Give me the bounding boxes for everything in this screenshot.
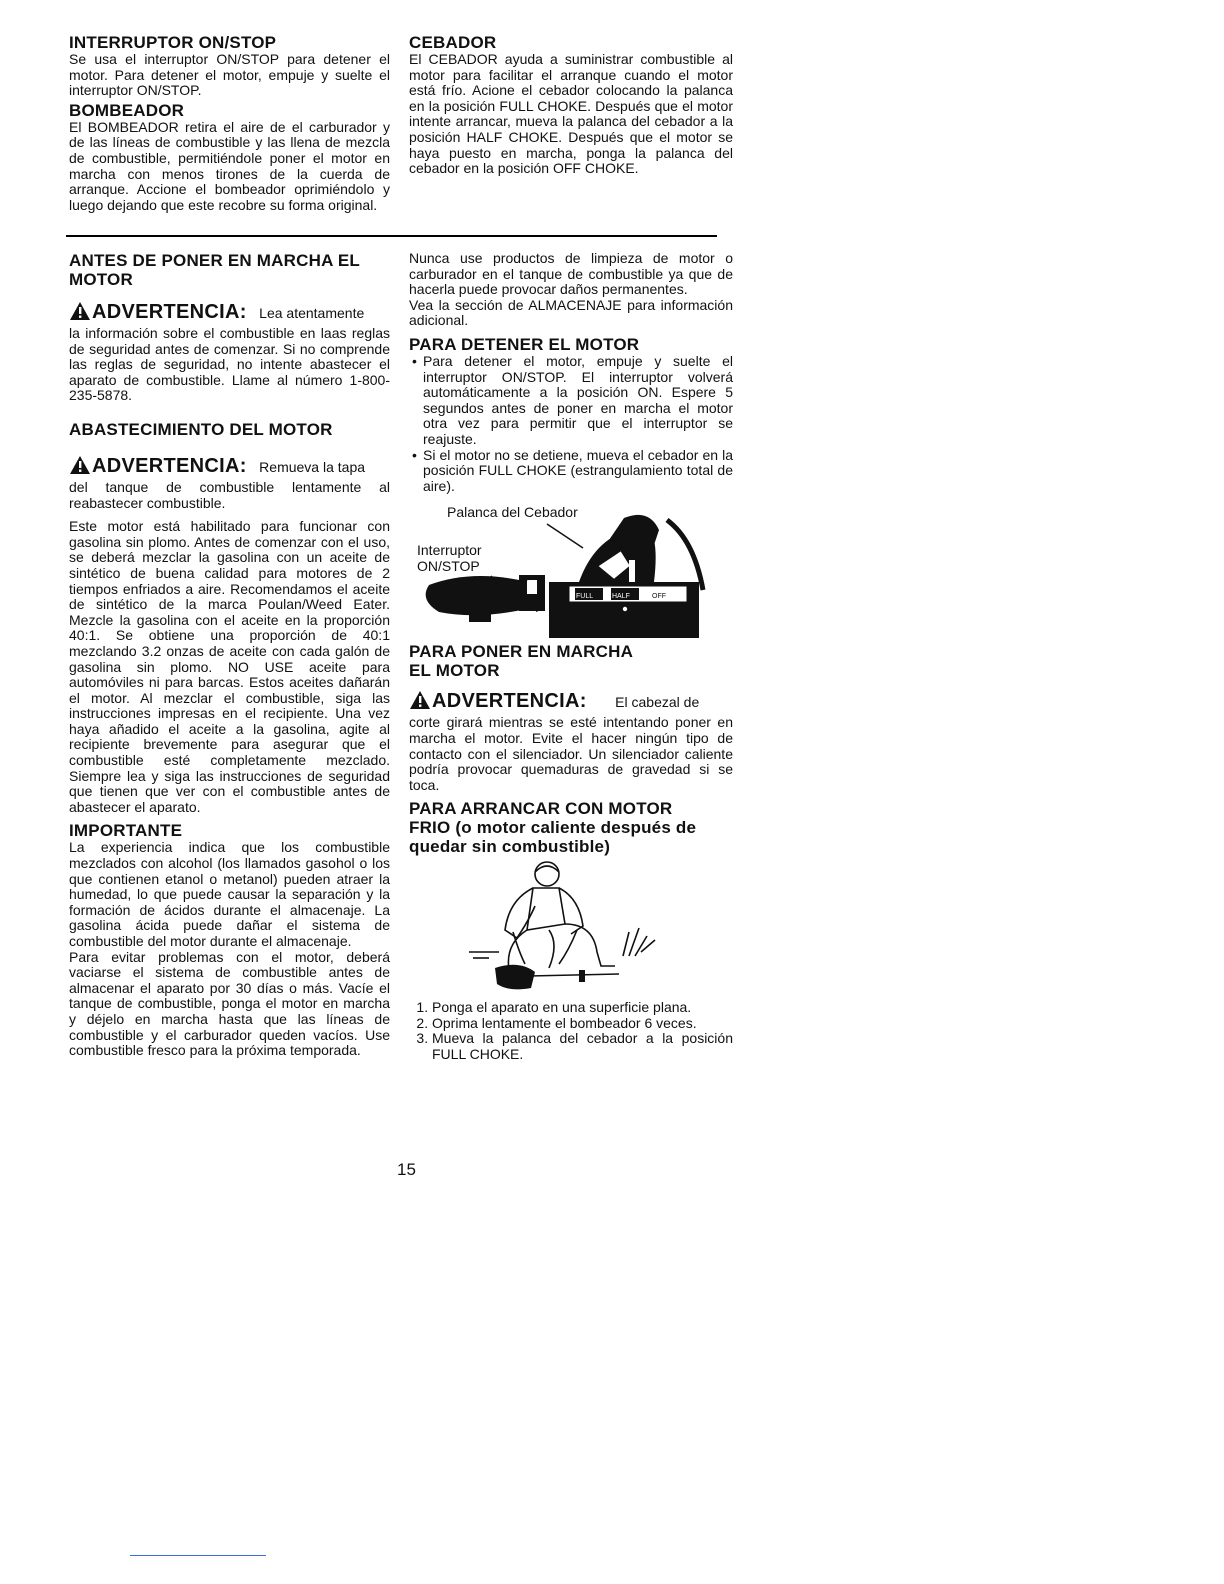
choke-full-label: FULL [576,593,594,601]
list-item: • Si el motor no se detiene, mueva el cebador en la posición FULL CHOKE (estrangulamiento total de aire). [423,448,733,495]
importante-heading: IMPORTANTE [69,821,183,841]
warning-triangle-icon [69,301,91,326]
starting-position-figure [409,860,733,998]
right-column [409,251,733,1063]
fuel-mix-text: Este motor está habilitado para funcionar con gasolina sin plomo. Antes de comenzar con el uso, se deberá mezclar la gasolina con un aceite de sintético de buena calidad para motores de 2 tiempos enfriados a aire. Recomendamos el aceite de sintético de la marca Poulan/Weed Eater. Mezcle la gasolina con el aceite en la proporción 40:1. Se obtiene una proporción de 40:1 mezclando 3.2 onzas de aceite con cada galón de gasolina sin plomo. NO USE aceite para automóviles ni para barcas. Estos aceites dañarán el motor. Al mezclar el combustible, siga las instrucciones impresas en el recipiente. Una vez haya añadido el aceite a la gasolina, agite al recipiente brevemente para asegurar que el combustible esté completamente mezclado. Siempre lea y siga las instrucciones de seguridad que tienen que ver con el combustible antes de abastecer el aparato. [69,518,390,815]
warning-1 [69,301,390,404]
footer-rule [130,1555,266,1556]
section-divider [66,235,717,237]
left-column [69,251,390,1059]
warning-1-text: la información sobre el combustible en laas reglas de seguridad antes de comenzar. Si no comprende las reglas de seguridad, no intente abastecer el aparato de combustible. Llame al número 1-800-235-5878. [69,325,390,404]
warning-3-text: corte girará mientras se esté intentando poner en marcha el motor. Evite el hacer ningún tipo de contacto con el silenciador. Un silenciador caliente podría provocar quemaduras de gravedad si se toca. [409,714,733,793]
page-number: 15 [397,1160,416,1179]
warning-label: ADVERTENCIA: [92,301,247,323]
choke-off-label: OFF [652,593,666,601]
warning-3-lead: El cabezal de [615,694,700,711]
antes-heading: ANTES DE PONER EN MARCHA EL MOTOR [69,251,360,289]
on-stop-label-line-2: ON/STOP [417,558,480,575]
warning-2 [69,455,390,511]
nunca-text: Nunca use productos de limpieza de motor o carburador en el tanque de combustible ya que de hacerla puede provocar daños permanentes. [409,250,733,298]
cebador-text: El CEBADOR ayuda a suministrar combustible al motor para facilitar el arranque cuando el motor está frío. Acione el cebador colocando la palanca en la posición FULL CHOKE. Después que el motor intente arrancar, mueva la palanca del cebador a la posición HALF CHOKE. Después que el motor se haya puesto en marcha, ponga la palanca del cebador en la posición OFF CHOKE. [409,51,733,177]
arrancar-heading-line-2: FRIO (o motor caliente después de quedar sin combustible) [409,818,697,857]
cebador-heading: CEBADOR [409,33,497,52]
list-item: • Para detener el motor, empuje y suelte el interruptor ON/STOP. El interruptor volverá automáticamente a la posición ON. Espere 5 segundos antes de poner en marcha el motor otra vez para permitir que el interruptor se reajuste. [423,354,733,448]
vea-text: Vea la sección de ALMACENAJE para información adicional. [409,296,733,329]
warning-label: ADVERTENCIA: [92,454,247,477]
warning-2-text: del tanque de combustible lentamente al reabastecer combustible. [69,478,390,511]
choke-switch-figure [409,500,709,638]
warning-1-lead: Lea atentamente [259,305,365,321]
interruptor-text: Se usa el interruptor ON/STOP para detener el motor. Para detener el motor, empuje y suelte el interruptor ON/STOP. [69,51,390,99]
detener-heading: PARA DETENER EL MOTOR [409,334,640,354]
top-right-column [409,33,733,177]
bombeador-heading: BOMBEADOR [69,100,185,120]
top-left-column [69,33,390,213]
arrancar-heading-line-1: PARA ARRANCAR CON MOTOR [409,799,673,819]
choke-half-label: HALF [612,593,630,601]
bombeador-text: El BOMBEADOR retira el aire de el carburador y de las líneas de combustible y las llena de mezcla de combustible, permitiéndole poner el motor en marcha con menos tirones de la cuerda de arranque. Accione el bombeador oprimiéndolo y luego dejando que este recobre su forma original. [69,118,390,213]
warning-triangle-icon [409,690,431,715]
operator-illustration [409,860,733,998]
choke-lever-label: Palanca del Cebador [447,504,578,521]
detener-list [409,354,733,494]
importante-text-2: Para evitar problemas con el motor, deberá vaciarse el sistema de combustible antes de almacenar el aparato por 30 días o más. Vacíe el tanque de combustible, ponga el motor en marcha y déjelo en marcha hasta que las líneas de combustible y el carburador queden vacíos. Use combustible fresco para la próxima temporada. [69,948,390,1059]
warning-triangle-icon [69,455,91,480]
warning-3 [409,690,733,793]
abastecimiento-heading: ABASTECIMIENTO DEL MOTOR [69,419,333,439]
warning-2-lead: Remueva la tapa [259,458,366,475]
poner-heading: PARA PONER EN MARCHA EL MOTOR [409,642,633,681]
start-steps-list [409,1000,733,1062]
interruptor-heading: INTERRUPTOR ON/STOP [69,33,277,52]
importante-text-1: La experiencia indica que los combustible mezclados con alcohol (los llamados gasohol o los que contienen etanol o metanol) pueden atraer la humedad, lo que puede causar la separación y la formación de ácidos durante el almacenaje. La gasolina ácida puede dañar el sistema de combustible del motor durante el almacenaje. [69,839,390,949]
list-item: 2. Oprima lentamente el bombeador 6 veces. [432,1016,733,1032]
on-stop-label-line-1: Interruptor [417,542,482,559]
list-item: 1. Ponga el aparato en una superficie plana. [432,1000,733,1016]
warning-label: ADVERTENCIA: [432,690,587,713]
list-item: 3. Mueva la palanca del cebador a la posición FULL CHOKE. [432,1031,733,1062]
